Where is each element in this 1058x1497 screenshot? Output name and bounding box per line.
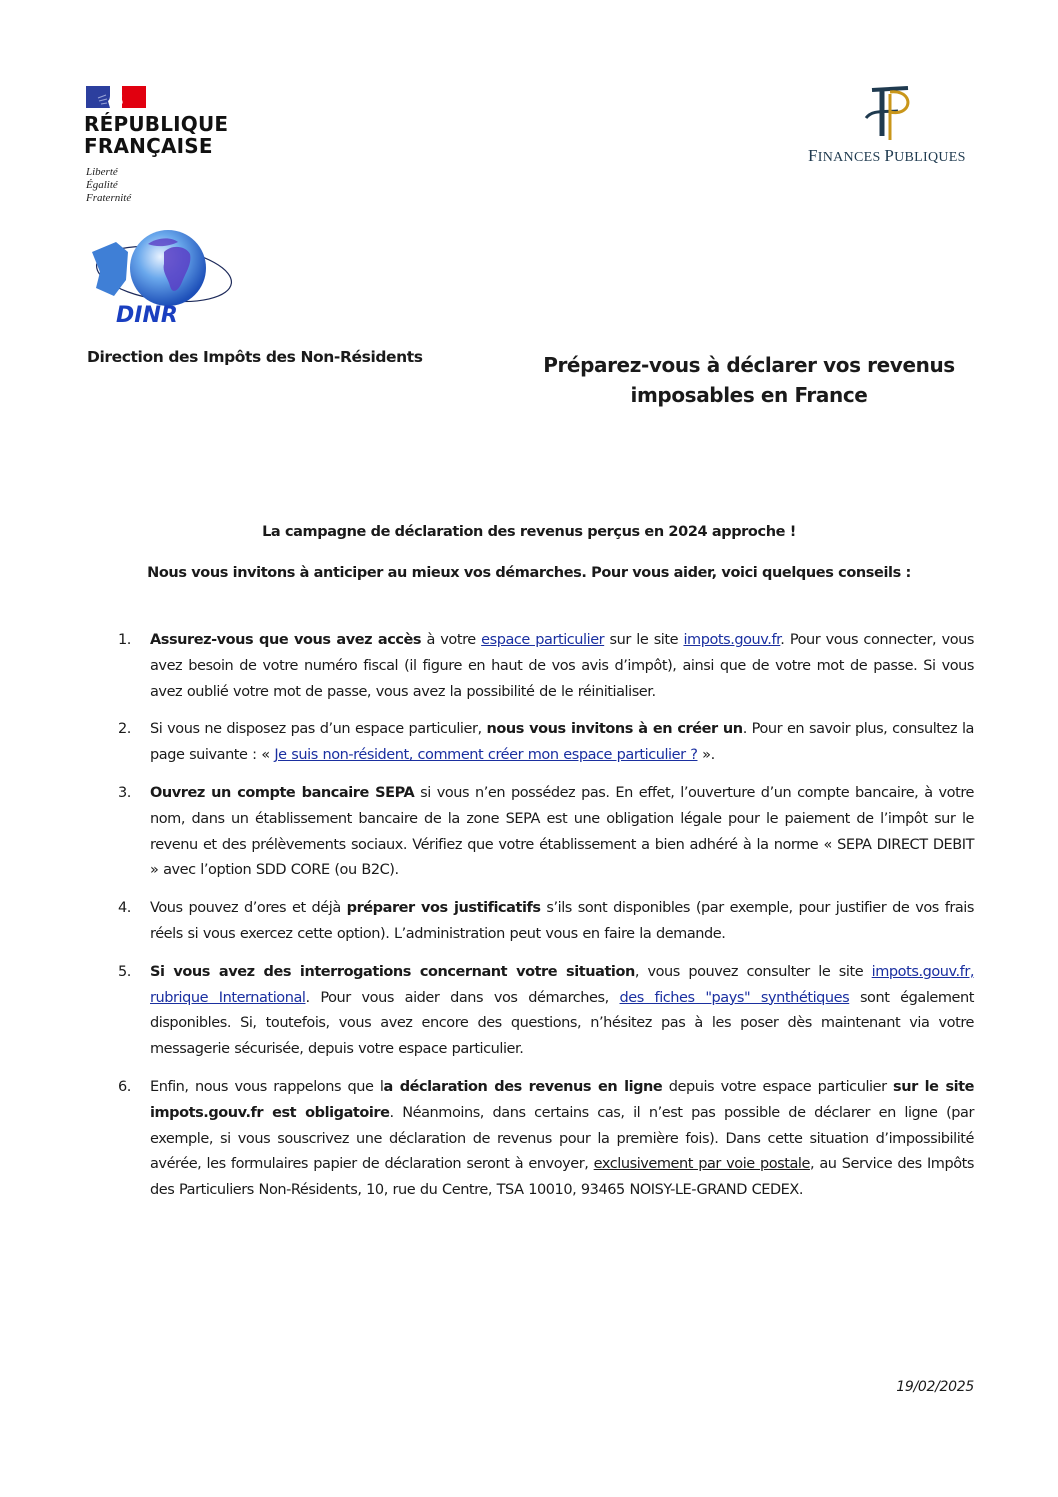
item-number: 3. [118, 784, 131, 801]
item-bold: Assurez-vous que vous avez accès [150, 632, 422, 648]
item-text: si vous n’en possédez pas. En effet, l’ouverture d’un compte bancaire, à votre nom, dans un établissement bancaire de la zone SEPA est une obligation légale pour le paiement de l’impôt sur le revenu et des prélèvements sociaux. Vérifiez que votre établissement a bien adhéré à la norme « SEPA DIRECT DEBIT » avec l’option SDD CORE (ou B2C). [150, 784, 974, 879]
item-text: à votre [421, 632, 482, 648]
espace-particulier-link[interactable]: espace particulier [481, 632, 605, 648]
item-text: sont également disponibles. Si, toutefois, vous avez encore des questions, n’hésitez pas à les poser dès maintenant via votre messagerie sécurisée, depuis votre espace particulier. [150, 989, 975, 1058]
item-number: 4. [118, 900, 131, 917]
rf-line2: FRANÇAISE [84, 134, 213, 158]
item-text: . Pour vous connecter, vous avez besoin de votre numéro fiscal (il figure en haut de vos avis d’impôt), ainsi que de votre mot de passe. Si vous avez oublié votre mot de passe, vous avez la possibilité de le réinitialiser. [150, 632, 974, 700]
list-item-4 [118, 896, 974, 948]
dinr-label: DINR [116, 303, 178, 326]
rf-line1: RÉPUBLIQUE [84, 112, 229, 136]
fp-cap1: F [808, 146, 818, 165]
marianne-flag-icon [86, 86, 146, 108]
fp-rest2: UBLIQUES [894, 150, 966, 165]
intro-advice: Nous vous invitons à anticiper au mieux vos démarches. Pour vous aider, voici quelques conseils : [147, 565, 911, 581]
item-number: 6. [118, 1078, 131, 1095]
impots-gouv-link[interactable]: impots.gouv.fr [683, 632, 781, 648]
title-line2: imposables en France [630, 383, 868, 407]
finances-publiques-monogram-icon [864, 84, 914, 142]
list-item-6 [118, 1075, 974, 1204]
create-espace-link[interactable]: Je suis non-résident, comment créer mon espace particulier ? [274, 747, 698, 764]
finances-publiques-logo [808, 146, 966, 166]
underlined-text: exclusivement par voie postale [593, 1156, 810, 1173]
item-text: , vous pouvez consulter le site [634, 963, 872, 980]
item-text: Vous pouvez d’ores et déjà [150, 900, 347, 917]
item-text: ». [697, 747, 715, 764]
item-bold: Si vous avez des interrogations concernant votre situation [150, 963, 635, 980]
item-bold: préparer vos justificatifs [346, 900, 541, 917]
item-bold: sur le site impots.gouv.fr est obligatoire [150, 1078, 975, 1121]
motto-liberte: Liberté [86, 166, 118, 178]
advice-list [118, 628, 974, 1216]
item-text: depuis votre espace particulier [662, 1078, 894, 1095]
fiches-pays-link[interactable]: des fiches "pays" synthétiques [619, 989, 850, 1006]
list-item-2 [118, 717, 974, 769]
list-item-3 [118, 781, 974, 884]
item-text: Enfin, nous vous rappelons que l [150, 1078, 384, 1095]
rubrique-international-link[interactable]: impots.gouv.fr, rubrique International [150, 963, 975, 1006]
motto-egalite: Égalité [86, 179, 118, 191]
item-bold: Ouvrez un compte bancaire SEPA [150, 784, 415, 801]
fp-cap2: P [884, 146, 895, 165]
item-text: . Néanmoins, dans certains cas, il n’est pas possible de déclarer en ligne (par exemple, si vous souscrivez une déclaration de revenus pour la première fois). Dans cette situation d’impossibilité avérée, les formulaires papier de déclaration seront à envoyer, [150, 1104, 974, 1173]
dinr-globe-logo [86, 222, 234, 326]
item-text: . Pour en savoir plus, consultez la page suivante : « [150, 721, 974, 764]
item-number: 5. [118, 963, 131, 980]
rf-motto [86, 166, 131, 205]
list-item-5 [118, 960, 974, 1063]
page-title [520, 350, 978, 410]
republique-francaise-logo [84, 113, 228, 157]
motto-fraternite: Fraternité [86, 192, 132, 204]
item-text: . Pour vous aider dans vos démarches, [305, 989, 620, 1006]
document-date: 19/02/2025 [896, 1379, 974, 1395]
fp-rest1: INANCES [817, 150, 885, 165]
item-text: Si vous ne disposez pas d’un espace particulier, [150, 721, 487, 738]
item-text: sur le site [604, 632, 684, 648]
list-item-1 [118, 628, 974, 705]
item-number: 2. [118, 721, 131, 738]
intro-campaign: La campagne de déclaration des revenus perçus en 2024 approche ! [262, 524, 796, 540]
item-number: 1. [118, 632, 131, 648]
item-text: s’ils sont disponibles (par exemple, pour justifier de vos frais réels si vous exercez cette option). L’administration peut vous en faire la demande. [150, 900, 974, 942]
item-bold: nous vous invitons à en créer un [486, 721, 743, 738]
item-text: , au Service des Impôts des Particuliers Non-Résidents, 10, rue du Centre, TSA 10010, 93465 NOISY-LE-GRAND CEDEX. [150, 1156, 974, 1199]
direction-name: Direction des Impôts des Non-Résidents [87, 348, 423, 366]
item-bold: a déclaration des revenus en ligne [383, 1078, 663, 1095]
title-line1: Préparez-vous à déclarer vos revenus [543, 353, 955, 377]
